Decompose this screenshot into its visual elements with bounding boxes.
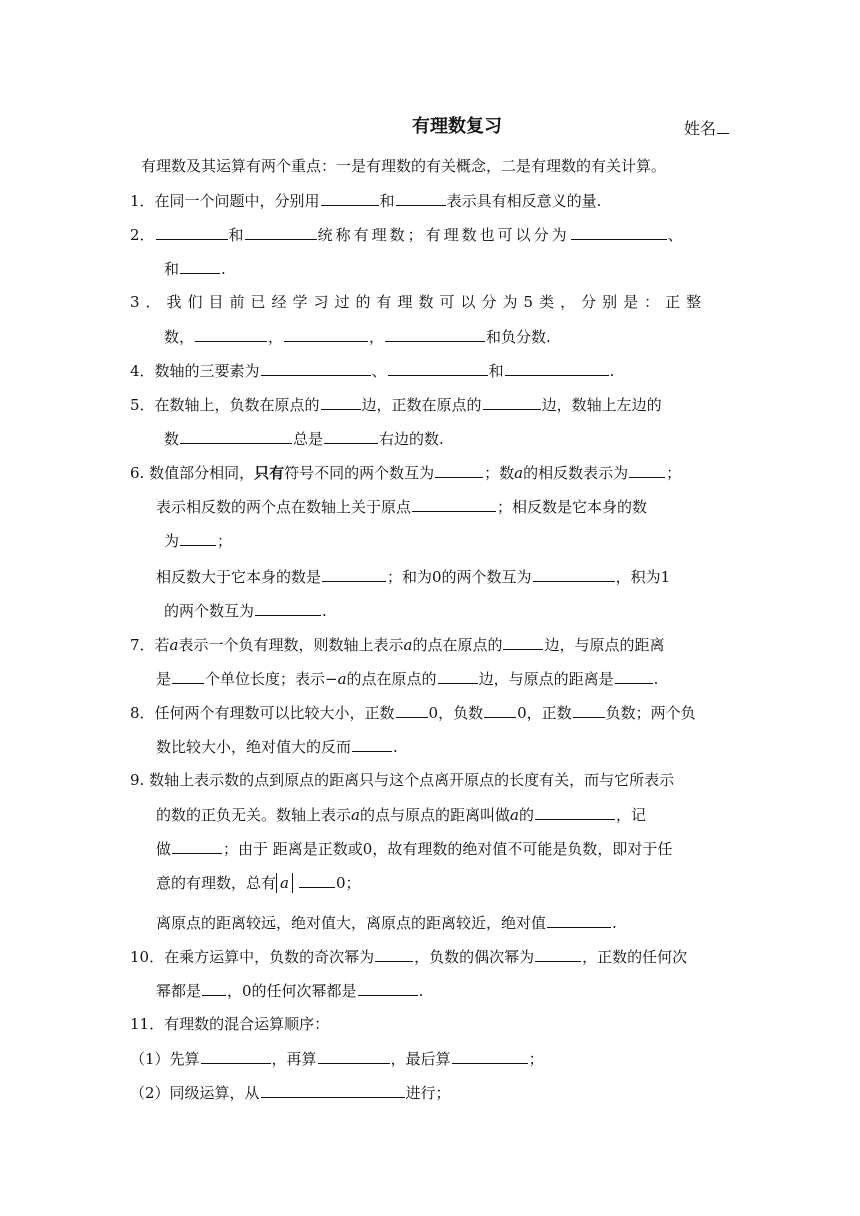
- answer-blank[interactable]: [452, 1048, 528, 1064]
- answer-blank[interactable]: [629, 462, 665, 478]
- name-blank[interactable]: [717, 118, 729, 134]
- answer-blank[interactable]: [195, 326, 267, 342]
- question-10-cont: 幂都是 ，0的任何次幂都是 .: [156, 982, 424, 1000]
- question-6-line3: 为 ；: [164, 532, 233, 550]
- answer-blank[interactable]: [318, 1048, 390, 1064]
- answer-blank[interactable]: [385, 326, 485, 342]
- question-2: 2． 和 统称有理数；有理数也可以分为 、: [130, 226, 683, 244]
- answer-blank[interactable]: [573, 702, 605, 718]
- answer-blank[interactable]: [180, 530, 216, 546]
- answer-blank[interactable]: [547, 912, 611, 928]
- answer-blank[interactable]: [299, 872, 335, 888]
- answer-blank[interactable]: [321, 190, 379, 206]
- answer-blank[interactable]: [180, 258, 220, 274]
- answer-blank[interactable]: [438, 668, 478, 684]
- answer-blank[interactable]: [202, 980, 226, 996]
- question-8: 8．任何两个有理数可以比较大小，正数 0，负数 0，正数 负数；两个负: [130, 704, 696, 722]
- answer-blank[interactable]: [571, 224, 667, 240]
- answer-blank[interactable]: [172, 668, 204, 684]
- question-9: 9. 数轴上表示数的点到原点的距离只与这个点离开原点的长度有关，而与它所表示: [130, 771, 675, 789]
- question-2-cont: 和 .: [164, 260, 226, 278]
- answer-blank[interactable]: [352, 736, 392, 752]
- question-3-cont: 数， ， ， 和负分数.: [164, 328, 551, 346]
- question-9-line2: 的数的正负无关。数轴上表示a的点与原点的距离叫做a的 ，记: [156, 806, 646, 824]
- answer-blank[interactable]: [261, 360, 371, 376]
- abs-value-a: a: [276, 873, 293, 893]
- question-7-cont: 是 个单位长度；表示−a的点在原点的 边，与原点的距离是 .: [156, 670, 659, 688]
- answer-blank[interactable]: [503, 634, 543, 650]
- answer-blank[interactable]: [615, 668, 653, 684]
- answer-blank[interactable]: [535, 946, 581, 962]
- question-9-line3: 做 ；由于 距离是正数或0，故有理数的绝对值不可能是负数，即对于任: [156, 840, 673, 858]
- question-5: 5．在数轴上，负数在原点的 边，正数在原点的 边，数轴上左边的: [130, 396, 662, 414]
- question-1: 1．在同一个问题中，分别用 和 表示具有相反意义的量.: [130, 192, 602, 210]
- question-6-line5: 的两个数互为 .: [164, 602, 327, 620]
- answer-blank[interactable]: [396, 190, 446, 206]
- answer-blank[interactable]: [505, 360, 609, 376]
- answer-blank[interactable]: [180, 428, 292, 444]
- answer-blank[interactable]: [321, 394, 361, 410]
- question-7: 7．若a表示一个负有理数，则数轴上表示a的点在原点的 边，与原点的距离: [130, 636, 665, 654]
- question-11-step1: （1）先算 ，再算 ，最后算 ；: [130, 1050, 544, 1068]
- answer-blank[interactable]: [375, 946, 413, 962]
- answer-blank[interactable]: [156, 224, 228, 240]
- name-field-label: 姓名: [684, 118, 730, 139]
- answer-blank[interactable]: [284, 326, 368, 342]
- answer-blank[interactable]: [412, 496, 496, 512]
- answer-blank[interactable]: [322, 566, 386, 582]
- question-9-line4: 意的有理数，总有 a 0；: [156, 874, 361, 892]
- question-4: 4．数轴的三要素为 、 和 .: [130, 362, 615, 380]
- question-10: 10．在乘方运算中，负数的奇次幂为 ，负数的偶次幂为 ，正数的任何次: [130, 948, 688, 966]
- answer-blank[interactable]: [533, 566, 615, 582]
- answer-blank[interactable]: [396, 702, 428, 718]
- question-8-cont: 数比较大小，绝对值大的反而 .: [156, 738, 398, 756]
- answer-blank[interactable]: [358, 980, 418, 996]
- answer-blank[interactable]: [484, 702, 516, 718]
- question-6: 6. 数值部分相同，只有符号不同的两个数互为 ；数a的相反数表示为 ；: [130, 464, 682, 482]
- answer-blank[interactable]: [535, 804, 615, 820]
- question-3: 3．我们目前已经学习过的有理数可以分为5类，分别是：正整: [130, 293, 708, 311]
- answer-blank[interactable]: [435, 462, 483, 478]
- intro-text: 有理数及其运算有两个重点：一是有理数的有关概念，二是有理数的有关计算。: [141, 157, 667, 175]
- question-5-cont: 数 总是 右边的数.: [164, 430, 444, 448]
- answer-blank[interactable]: [255, 600, 321, 616]
- answer-blank[interactable]: [388, 360, 488, 376]
- answer-blank[interactable]: [172, 838, 222, 854]
- page-title: 有理数复习: [412, 116, 502, 137]
- question-6-line2: 表示相反数的两个点在数轴上关于原点 ；相反数是它本身的数: [156, 498, 648, 516]
- answer-blank[interactable]: [245, 224, 317, 240]
- question-9-line5: 离原点的距离较远，绝对值大，离原点的距离较近，绝对值 .: [156, 914, 617, 932]
- answer-blank[interactable]: [324, 428, 378, 444]
- question-6-line4: 相反数大于它本身的数是 ；和为0的两个数互为 ，积为1: [156, 568, 671, 586]
- question-11-step2: （2）同级运算，从 进行；: [130, 1084, 451, 1102]
- question-11: 11．有理数的混合运算顺序：: [130, 1015, 330, 1033]
- answer-blank[interactable]: [261, 1082, 405, 1098]
- answer-blank[interactable]: [201, 1048, 271, 1064]
- answer-blank[interactable]: [483, 394, 541, 410]
